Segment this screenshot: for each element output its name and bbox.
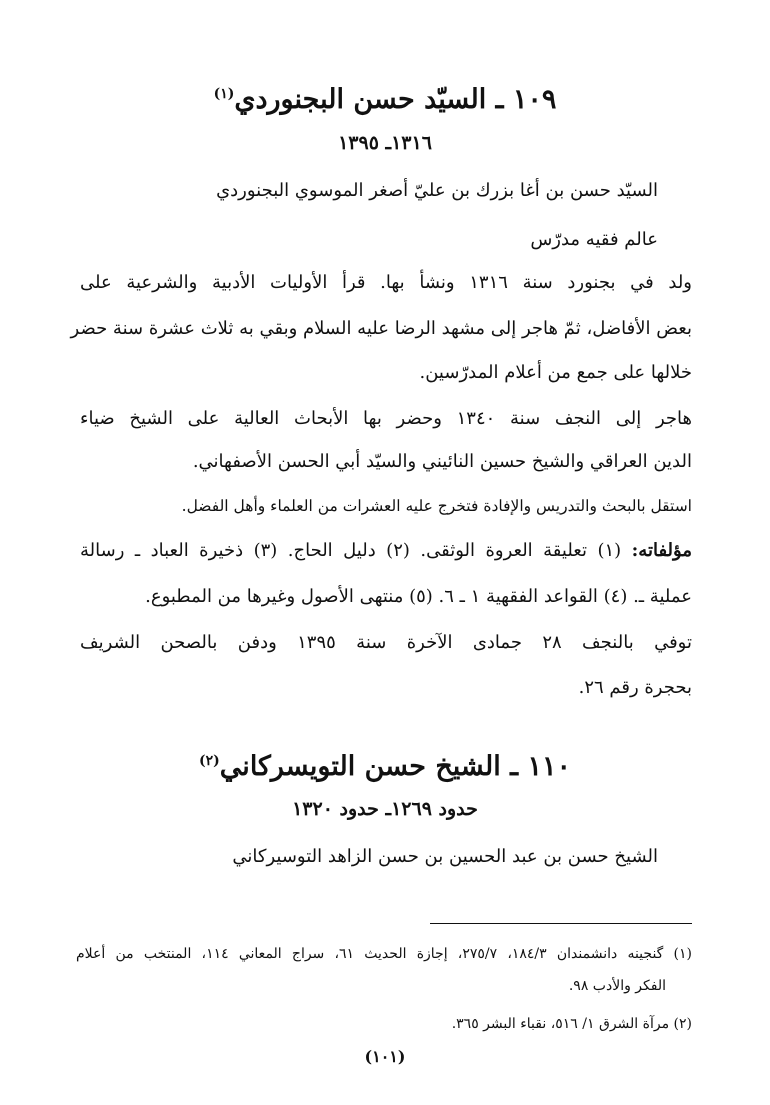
entry-110-dates: حدود ١٢٦٩ـ حدود ١٣٢٠ bbox=[292, 798, 478, 820]
footnote-ref: (١) bbox=[213, 86, 235, 102]
entry-110-full-name: الشيخ حسن بن عبد الحسين بن حسن الزاهد التوسيركاني bbox=[232, 846, 658, 867]
paragraph-line: خلالها على جمع من أعلام المدرّسين. bbox=[419, 362, 692, 383]
entry-title-text: ١١٠ ـ الشيخ حسن التويسركاني bbox=[219, 751, 571, 782]
entry-109-full-name: السيّد حسن بن أغا بزرك بن عليّ أصغر الموسوي البجنوردي bbox=[216, 180, 658, 201]
entry-110-title bbox=[60, 741, 710, 787]
entry-109-description: عالم فقيه مدرّس bbox=[530, 229, 658, 250]
works-text: (١) تعليقة العروة الوثقى. (٢) دليل الحاج. (٣) ذخيرة العباد ـ رسالة bbox=[80, 540, 622, 561]
entry-109-title bbox=[60, 74, 710, 120]
paragraph-line: عملية ـ. (٤) القواعد الفقهية ١ ـ ٦. (٥) منتهى الأصول وغيرها من المطبوع. bbox=[145, 586, 692, 607]
paragraph-line: بعض الأفاضل، ثمّ هاجر إلى مشهد الرضا عليه السلام وبقي به ثلاث عشرة سنة حضر bbox=[70, 318, 692, 339]
paragraph-line: استقل بالبحث والتدريس والإفادة فتخرج عليه العشرات من العلماء وأهل الفضل. bbox=[181, 497, 692, 515]
entry-109-dates: ١٣١٦ـ ١٣٩٥ bbox=[338, 132, 432, 154]
paragraph-line: ولد في بجنورد سنة ١٣١٦ ونشأ بها. قرأ الأوليات الأدبية والشرعية على bbox=[80, 272, 692, 293]
works-line bbox=[80, 536, 692, 566]
page-number: (١٠١) bbox=[364, 1047, 406, 1066]
footnote-separator bbox=[430, 923, 692, 924]
footnote-line: الفكر والأدب ٩٨. bbox=[568, 978, 666, 994]
paragraph-line: بحجرة رقم ٢٦. bbox=[578, 677, 692, 698]
footnote-line: (١) گنجينه دانشمندان ١٨٤/٣، ٢٧٥/٧، إجازة الحديث ٦١، سراج المعاني ١١٤، المنتخب من أعلام bbox=[76, 946, 693, 962]
works-label: مؤلفاته: bbox=[631, 540, 692, 561]
paragraph-line: توفي بالنجف ٢٨ جمادى الآخرة سنة ١٣٩٥ ودفن بالصحن الشريف bbox=[80, 632, 692, 653]
footnote-line: (٢) مرآة الشرق ١/ ٥١٦، نقباء البشر ٣٦٥. bbox=[451, 1016, 692, 1032]
paragraph-line: الدين العراقي والشيخ حسين النائيني والسيّد أبي الحسن الأصفهاني. bbox=[192, 451, 692, 472]
entry-title-text: ١٠٩ ـ السيّد حسن البجنوردي bbox=[234, 84, 557, 115]
paragraph-line: هاجر إلى النجف سنة ١٣٤٠ وحضر بها الأبحاث العالية على الشيخ ضياء bbox=[80, 408, 692, 429]
footnote-ref: (٢) bbox=[199, 753, 220, 769]
